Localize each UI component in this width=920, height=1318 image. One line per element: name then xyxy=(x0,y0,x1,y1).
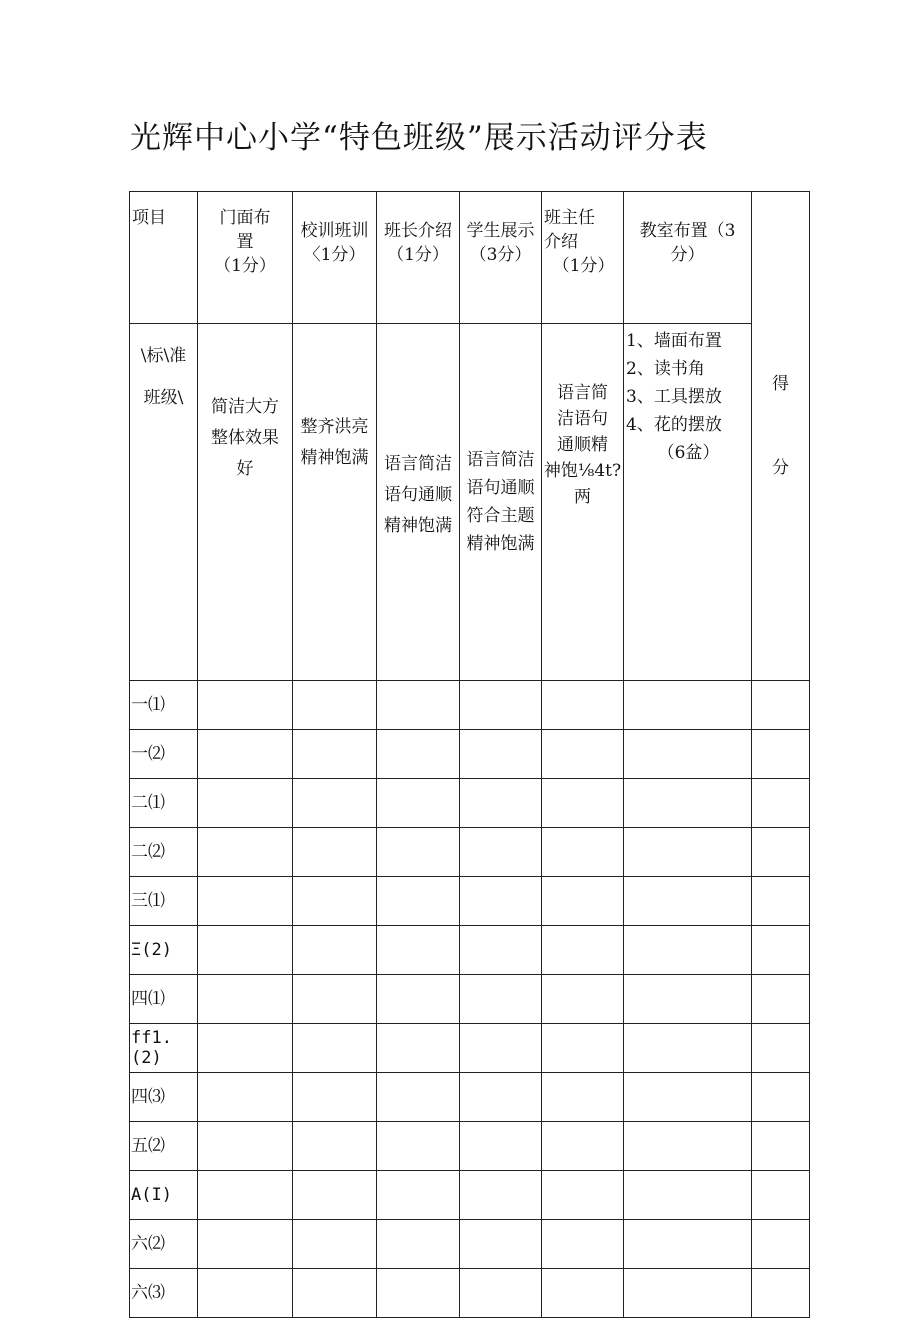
score-cell[interactable] xyxy=(293,1073,377,1122)
score-cell[interactable] xyxy=(377,1171,460,1220)
score-cell[interactable] xyxy=(542,1073,624,1122)
score-cell[interactable] xyxy=(377,1073,460,1122)
score-cell[interactable] xyxy=(460,1220,542,1269)
score-cell[interactable] xyxy=(624,779,752,828)
score-cell[interactable] xyxy=(542,1024,624,1073)
score-cell[interactable] xyxy=(752,828,810,877)
score-cell[interactable] xyxy=(752,681,810,730)
score-cell[interactable] xyxy=(377,681,460,730)
score-cell[interactable] xyxy=(293,975,377,1024)
score-cell[interactable] xyxy=(460,1122,542,1171)
standard-label: \标\准 班级\ xyxy=(130,324,198,681)
score-cell[interactable] xyxy=(624,730,752,779)
score-cell[interactable] xyxy=(460,975,542,1024)
class-label: 二⑵ xyxy=(130,828,198,877)
score-cell[interactable] xyxy=(460,1269,542,1318)
class-label: 一⑵ xyxy=(130,730,198,779)
score-cell[interactable] xyxy=(377,877,460,926)
score-cell[interactable] xyxy=(624,1171,752,1220)
score-cell[interactable] xyxy=(460,1024,542,1073)
score-cell[interactable] xyxy=(377,779,460,828)
header-col1: 门面布 置 （1分） xyxy=(198,192,293,324)
score-cell[interactable] xyxy=(293,1220,377,1269)
class-label: 三⑴ xyxy=(130,877,198,926)
score-cell[interactable] xyxy=(460,828,542,877)
score-cell[interactable] xyxy=(624,1220,752,1269)
class-label: 四⑶ xyxy=(130,1073,198,1122)
score-cell[interactable] xyxy=(752,1220,810,1269)
score-cell[interactable] xyxy=(624,877,752,926)
score-cell[interactable] xyxy=(377,1024,460,1073)
class-row xyxy=(130,779,810,828)
class-label: Ξ(2) xyxy=(130,926,198,975)
score-cell[interactable] xyxy=(624,975,752,1024)
standard-col1: 简洁大方 整体效果 好 xyxy=(198,324,293,681)
score-cell[interactable] xyxy=(752,975,810,1024)
class-label: 六⑶ xyxy=(130,1269,198,1318)
standard-row xyxy=(130,324,810,681)
score-cell[interactable] xyxy=(624,1269,752,1318)
score-cell[interactable] xyxy=(542,1171,624,1220)
score-cell[interactable] xyxy=(377,1269,460,1318)
class-row xyxy=(130,877,810,926)
score-cell[interactable] xyxy=(293,730,377,779)
class-row xyxy=(130,1269,810,1318)
header-item: 项目 xyxy=(130,192,198,324)
header-col2: 校训班训 〈1分） xyxy=(293,192,377,324)
score-cell[interactable] xyxy=(293,1024,377,1073)
score-cell[interactable] xyxy=(377,1220,460,1269)
standard-col3: 语言简洁 语句通顺 精神饱满 xyxy=(377,324,460,681)
score-cell[interactable] xyxy=(624,1073,752,1122)
header-col4: 学生展示 （3分） xyxy=(460,192,542,324)
score-cell[interactable] xyxy=(752,1073,810,1122)
score-cell[interactable] xyxy=(198,730,293,779)
class-row xyxy=(130,730,810,779)
score-cell[interactable] xyxy=(542,1122,624,1171)
class-row xyxy=(130,1220,810,1269)
score-cell[interactable] xyxy=(198,1122,293,1171)
class-label: 一⑴ xyxy=(130,681,198,730)
score-cell[interactable] xyxy=(198,681,293,730)
score-cell[interactable] xyxy=(293,1269,377,1318)
score-cell[interactable] xyxy=(542,1269,624,1318)
score-cell[interactable] xyxy=(542,975,624,1024)
score-cell[interactable] xyxy=(460,779,542,828)
score-table xyxy=(129,191,810,1318)
score-cell[interactable] xyxy=(624,828,752,877)
score-cell[interactable] xyxy=(460,1171,542,1220)
score-cell[interactable] xyxy=(293,1171,377,1220)
class-row xyxy=(130,926,810,975)
score-cell[interactable] xyxy=(198,1024,293,1073)
score-cell[interactable] xyxy=(293,877,377,926)
score-cell[interactable] xyxy=(377,926,460,975)
score-cell[interactable] xyxy=(293,926,377,975)
score-cell[interactable] xyxy=(198,1171,293,1220)
header-col5: 班主任 介绍 （1分） xyxy=(542,192,624,324)
standard-col5: 语言简 洁语句 通顺精 神饱⅛4t? 两 xyxy=(542,324,624,681)
score-cell[interactable] xyxy=(377,828,460,877)
score-cell[interactable] xyxy=(752,1171,810,1220)
class-label: A(I) xyxy=(130,1171,198,1220)
score-cell[interactable] xyxy=(542,877,624,926)
class-row xyxy=(130,1122,810,1171)
header-col3: 班长介绍 （1分） xyxy=(377,192,460,324)
score-cell[interactable] xyxy=(460,730,542,779)
score-cell[interactable] xyxy=(752,926,810,975)
score-cell[interactable] xyxy=(198,926,293,975)
score-cell[interactable] xyxy=(293,681,377,730)
score-cell[interactable] xyxy=(377,1122,460,1171)
score-cell[interactable] xyxy=(198,1073,293,1122)
standard-col2: 整齐洪亮 精神饱满 xyxy=(293,324,377,681)
score-cell[interactable] xyxy=(293,779,377,828)
score-cell[interactable] xyxy=(542,779,624,828)
header-col6: 教室布置（3 分） xyxy=(624,192,752,324)
class-label: 五⑵ xyxy=(130,1122,198,1171)
score-cell[interactable] xyxy=(624,1122,752,1171)
score-cell[interactable] xyxy=(624,681,752,730)
score-cell[interactable] xyxy=(377,975,460,1024)
score-cell[interactable] xyxy=(377,730,460,779)
score-cell[interactable] xyxy=(198,975,293,1024)
score-cell[interactable] xyxy=(542,681,624,730)
score-cell[interactable] xyxy=(198,779,293,828)
header-row xyxy=(130,192,810,324)
score-cell[interactable] xyxy=(198,1220,293,1269)
score-cell[interactable] xyxy=(752,779,810,828)
score-cell[interactable] xyxy=(542,730,624,779)
class-row xyxy=(130,681,810,730)
class-label: 二⑴ xyxy=(130,779,198,828)
score-cell[interactable] xyxy=(460,926,542,975)
score-cell[interactable] xyxy=(752,730,810,779)
header-score: 得 分 xyxy=(752,192,810,681)
score-cell[interactable] xyxy=(542,828,624,877)
score-cell[interactable] xyxy=(624,926,752,975)
class-row xyxy=(130,975,810,1024)
score-cell[interactable] xyxy=(752,1024,810,1073)
score-cell[interactable] xyxy=(460,1073,542,1122)
score-cell[interactable] xyxy=(460,877,542,926)
class-label: ff1.(2) xyxy=(130,1024,198,1073)
score-cell[interactable] xyxy=(542,1220,624,1269)
score-cell[interactable] xyxy=(752,1122,810,1171)
score-cell[interactable] xyxy=(198,877,293,926)
score-cell[interactable] xyxy=(752,1269,810,1318)
score-cell[interactable] xyxy=(542,926,624,975)
class-rows xyxy=(130,681,810,1318)
class-row xyxy=(130,828,810,877)
standard-col4: 语言简洁 语句通顺 符合主题 精神饱满 xyxy=(460,324,542,681)
class-row xyxy=(130,1073,810,1122)
page-title: 光辉中心小学“特色班级”展示活动评分表 xyxy=(130,120,708,156)
score-cell[interactable] xyxy=(198,1269,293,1318)
class-row xyxy=(130,1024,810,1073)
score-cell[interactable] xyxy=(752,877,810,926)
score-cell[interactable] xyxy=(460,681,542,730)
score-cell[interactable] xyxy=(624,1024,752,1073)
class-label: 六⑵ xyxy=(130,1220,198,1269)
score-cell[interactable] xyxy=(198,828,293,877)
score-cell[interactable] xyxy=(293,1122,377,1171)
standard-col6: 1、墙面布置 2、读书角 3、工具摆放 4、花的摆放 （6盆） xyxy=(624,324,752,681)
score-cell[interactable] xyxy=(293,828,377,877)
class-row xyxy=(130,1171,810,1220)
class-label: 四⑴ xyxy=(130,975,198,1024)
